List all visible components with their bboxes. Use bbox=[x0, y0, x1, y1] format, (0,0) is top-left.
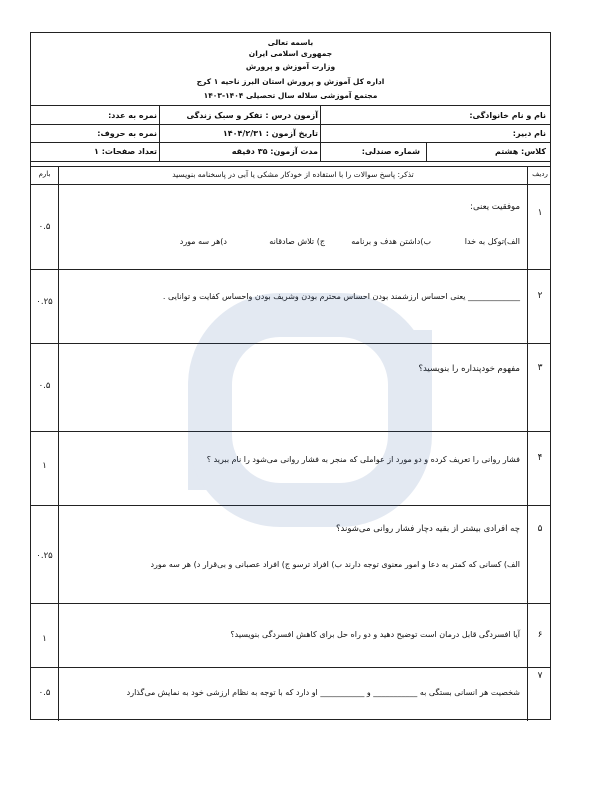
option-c: ج) تلاش صادقانه bbox=[269, 237, 325, 246]
question-text: موفقیت یعنی: bbox=[470, 202, 520, 212]
table-top-line bbox=[31, 166, 550, 167]
question-number: ۵ bbox=[537, 524, 543, 534]
question-number: ۲ bbox=[537, 291, 543, 301]
info-row-line-2 bbox=[31, 142, 550, 143]
question-score: ۰.۵ bbox=[38, 381, 51, 391]
score-number-label: نمره به عدد: bbox=[108, 111, 157, 120]
seat-number-label: شماره صندلی: bbox=[361, 147, 420, 156]
question-score: ۰.۲۵ bbox=[36, 551, 53, 561]
question-text: فشار روانی را تعریف کرده و دو مورد از عواملی که منجر به فشار روانی می‌شود را نام ببرید ؟ bbox=[206, 455, 520, 464]
score-letters-label: نمره به حروف: bbox=[97, 129, 157, 138]
page-count-label: تعداد صفحات: ۱ bbox=[94, 147, 157, 156]
question-score: ۱ bbox=[42, 634, 47, 644]
question-score: ۱ bbox=[42, 461, 47, 471]
school-title: مجتمع آموزشی سلاله سال تحصیلی ۱۴۰۴-۱۴۰۳ bbox=[203, 91, 378, 100]
question-number: ۴ bbox=[537, 453, 543, 463]
header-divider bbox=[31, 105, 550, 106]
question-score: ۰.۲۵ bbox=[36, 297, 53, 307]
question-text: شخصیت هر انسانی بستگی به ___________ و ___________ او دارد که با توجه به نظام ارزشی خود به نمایش می‌گذارد bbox=[126, 688, 520, 697]
info-row-line-3 bbox=[31, 161, 550, 162]
question-text: _____________ یعنی احساس ارزشمند بودن احساس محترم بودن وشریف بودن واحساس کفایت و توانایی . bbox=[162, 292, 520, 301]
question-score: ۰.۵ bbox=[38, 688, 51, 698]
row-separator-6 bbox=[31, 667, 550, 668]
watermark-logo-icon bbox=[170, 290, 450, 530]
table-header-line bbox=[31, 184, 550, 185]
basmala: باسمه تعالی bbox=[267, 38, 314, 47]
country-title: جمهوری اسلامی ایران bbox=[248, 49, 333, 58]
office-title: اداره کل آموزش و پرورش استان البرز ناحیه ۱ کرج bbox=[196, 77, 385, 86]
question-score: ۰.۵ bbox=[38, 222, 51, 232]
option-d: د)هر سه مورد bbox=[179, 237, 227, 246]
row-separator-1 bbox=[31, 269, 550, 270]
table-note: تذکر: پاسخ سوالات را با استفاده از خودکار مشکی یا آبی در پاسخنامه بنویسید bbox=[172, 170, 414, 179]
class-label: کلاس: هشتم bbox=[495, 147, 546, 156]
score-column-line bbox=[58, 166, 59, 721]
option-b: ب)داشتن هدف و برنامه bbox=[351, 237, 431, 246]
question-options: الف) کسانی که کمتر به دعا و امور معنوی توجه دارند ب) افراد ترسو ج) افراد عصبانی و بی‌قرار د) هر سه مورد bbox=[150, 560, 520, 569]
question-text: مفهوم خودپنداره را بنویسید؟ bbox=[418, 364, 520, 374]
option-a: الف)توکل به خدا bbox=[464, 237, 520, 246]
question-text: چه افرادی بیشتر از بقیه دچار فشار روانی می‌شوند؟ bbox=[336, 524, 520, 534]
question-number: ۳ bbox=[537, 363, 543, 373]
question-number: ۷ bbox=[537, 671, 543, 681]
exam-subject: آزمون درس : تفکر و سبک زندگی bbox=[186, 111, 318, 120]
info-row-line-1 bbox=[31, 124, 550, 125]
row-separator-5 bbox=[31, 603, 550, 604]
ministry-title: وزارت آموزش و پرورش bbox=[245, 62, 336, 71]
exam-duration: مدت آزمون: ۳۵ دقیقه bbox=[231, 147, 318, 156]
question-number: ۱ bbox=[537, 208, 543, 218]
student-name-label: نام و نام خانوادگی: bbox=[469, 111, 546, 120]
info-column-divider-left bbox=[159, 105, 160, 161]
question-number: ۶ bbox=[537, 630, 543, 640]
question-text: آیا افسردگی قابل درمان است توضیح دهید و دو راه حل برای کاهش افسردگی بنویسید؟ bbox=[230, 630, 520, 639]
info-column-divider-right bbox=[320, 105, 321, 161]
teacher-name-label: نام دبیر: bbox=[512, 129, 546, 138]
exam-date: تاریخ آزمون : ۱۴۰۴/۲/۳۱ bbox=[222, 129, 318, 138]
class-seat-divider bbox=[426, 142, 427, 161]
score-column-header: بارم bbox=[38, 170, 51, 178]
row-column-header: ردیف bbox=[532, 170, 548, 178]
